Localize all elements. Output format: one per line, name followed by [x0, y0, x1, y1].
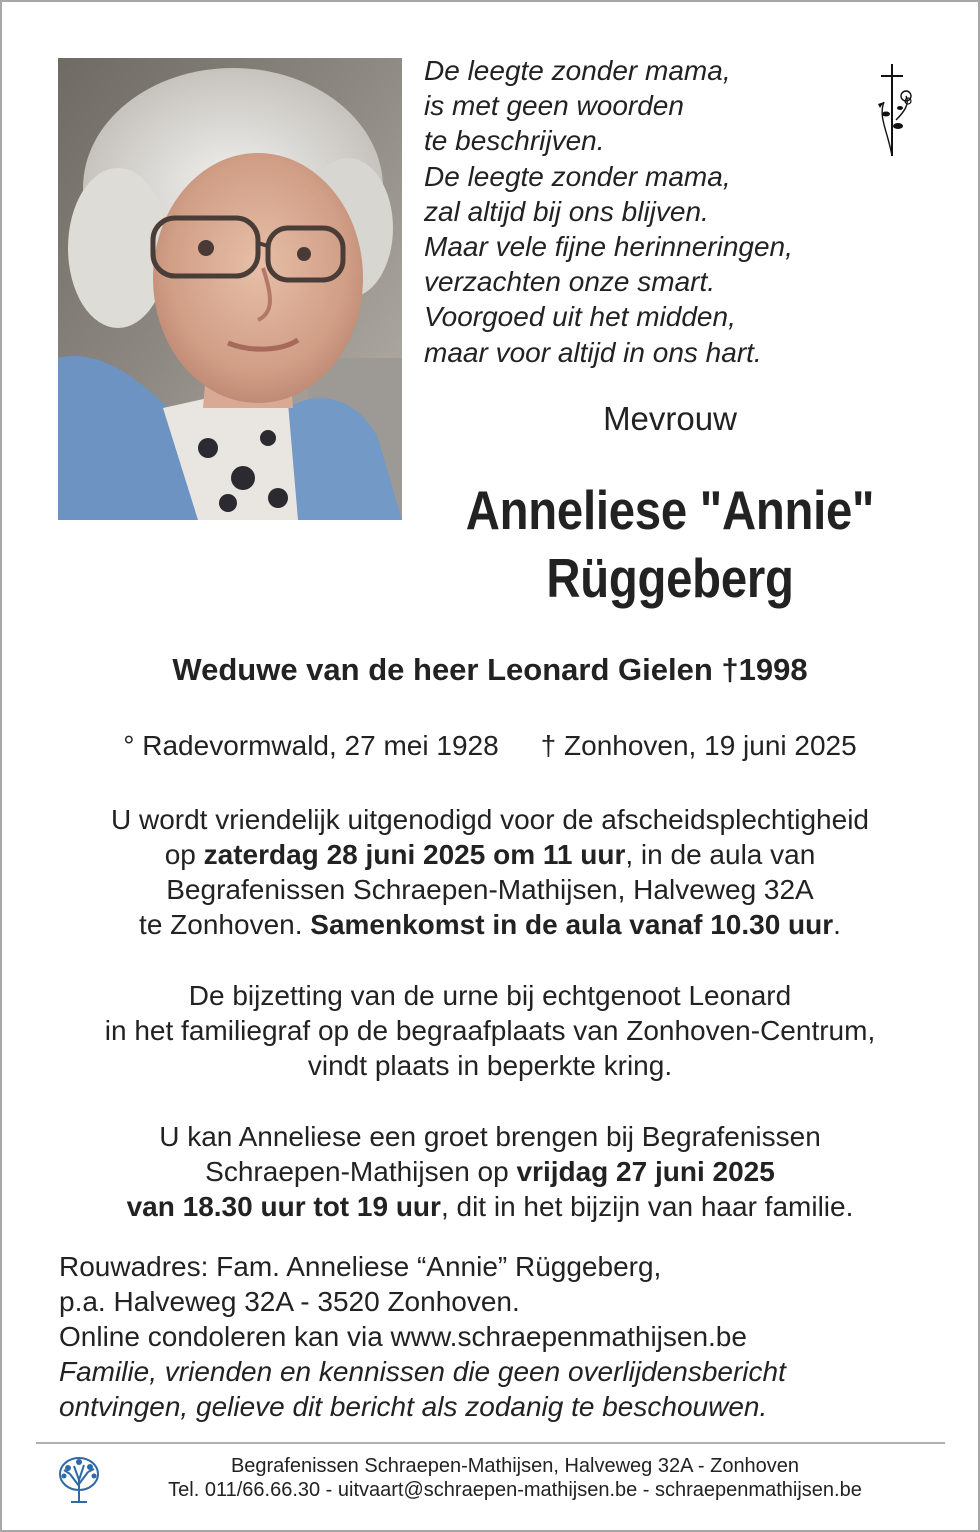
- address-line: p.a. Halveweg 32A - 3520 Zonhoven.: [59, 1286, 520, 1317]
- burial-line: in het familiegraf op de begraafplaats van Zonhoven-Centrum,: [104, 1015, 876, 1046]
- salutation: Mevrouw: [603, 400, 737, 437]
- burial-paragraph: [0, 978, 980, 1083]
- cross-with-flower-icon: [870, 62, 916, 160]
- visitation-line: van 18.30 uur tot 19 uur, dit in het bijzijn van haar familie.: [126, 1191, 854, 1222]
- mourning-address: [59, 1249, 959, 1424]
- death-date: † Zonhoven, 19 juni 2025: [540, 730, 857, 761]
- life-dates: [0, 730, 980, 762]
- footer-company-line: Begrafenissen Schraepen-Mathijsen, Halveweg 32A - Zonhoven: [230, 1455, 800, 1477]
- footer-divider: [36, 1442, 945, 1444]
- visitation-line: U kan Anneliese een groet brengen bij Begrafenissen: [159, 1121, 821, 1152]
- deceased-name: [442, 476, 898, 612]
- birth-date: ° Radevormwald, 27 mei 1928: [123, 730, 499, 761]
- visitation-time: van 18.30 uur tot 19 uur: [126, 1191, 441, 1222]
- ceremony-line: Begrafenissen Schraepen-Mathijsen, Halveweg 32A: [166, 874, 814, 905]
- ceremony-line: te Zonhoven. Samenkomst in de aula vanaf 10.30 uur.: [139, 909, 841, 940]
- burial-line: vindt plaats in beperkte kring.: [307, 1050, 673, 1081]
- address-line: Rouwadres: Fam. Anneliese “Annie” Rüggeberg,: [59, 1251, 662, 1282]
- burial-line: De bijzetting van de urne bij echtgenoot Leonard: [188, 980, 792, 1011]
- poem-line: Maar vele fijne herinneringen,: [424, 231, 793, 263]
- visitation-date: vrijdag 27 juni 2025: [516, 1156, 775, 1187]
- gathering-time: Samenkomst in de aula vanaf 10.30 uur: [310, 909, 834, 940]
- notice-line: ontvingen, gelieve dit bericht als zodanig te beschouwen.: [59, 1391, 768, 1422]
- footer: [100, 1454, 930, 1502]
- portrait-photo: [58, 58, 402, 520]
- ceremony-line: op zaterdag 28 juni 2025 om 11 uur, in de aula van: [164, 839, 816, 870]
- poem-line: verzachten onze smart.: [424, 266, 716, 298]
- visitation-paragraph: [0, 1119, 980, 1224]
- poem-line: De leegte zonder mama,: [424, 55, 731, 86]
- poem-line: De leegte zonder mama,: [424, 160, 731, 192]
- ceremony-date: zaterdag 28 juni 2025 om 11 uur: [203, 839, 626, 870]
- deceased-last-name: Rüggeberg: [546, 547, 794, 609]
- poem: [424, 53, 864, 370]
- condolence-line: Online condoleren kan via www.schraepenmathijsen.be: [59, 1321, 747, 1352]
- poem-line: te beschrijven.: [424, 125, 605, 157]
- widow-line: Weduwe van de heer Leonard Gielen †1998: [172, 652, 808, 687]
- ceremony-line: U wordt vriendelijk uitgenodigd voor de afscheidsplechtigheid: [110, 804, 869, 835]
- poem-line: Voorgoed uit het midden,: [424, 301, 736, 333]
- notice-line: Familie, vrienden en kennissen die geen overlijdensbericht: [59, 1356, 786, 1387]
- poem-line: zal altijd bij ons blijven.: [424, 195, 709, 227]
- poem-line: is met geen woorden: [424, 90, 684, 122]
- deceased-first-name: Anneliese "Annie": [465, 479, 875, 541]
- poem-line: maar voor altijd in ons hart.: [424, 336, 762, 368]
- visitation-line: Schraepen-Mathijsen op vrijdag 27 juni 2025: [205, 1156, 775, 1187]
- tree-logo-icon: [58, 1456, 100, 1504]
- ceremony-paragraph: [0, 802, 980, 942]
- footer-contact-line: Tel. 011/66.66.30 - uitvaart@schraepen-mathijsen.be - schraepenmathijsen.be: [168, 1479, 862, 1501]
